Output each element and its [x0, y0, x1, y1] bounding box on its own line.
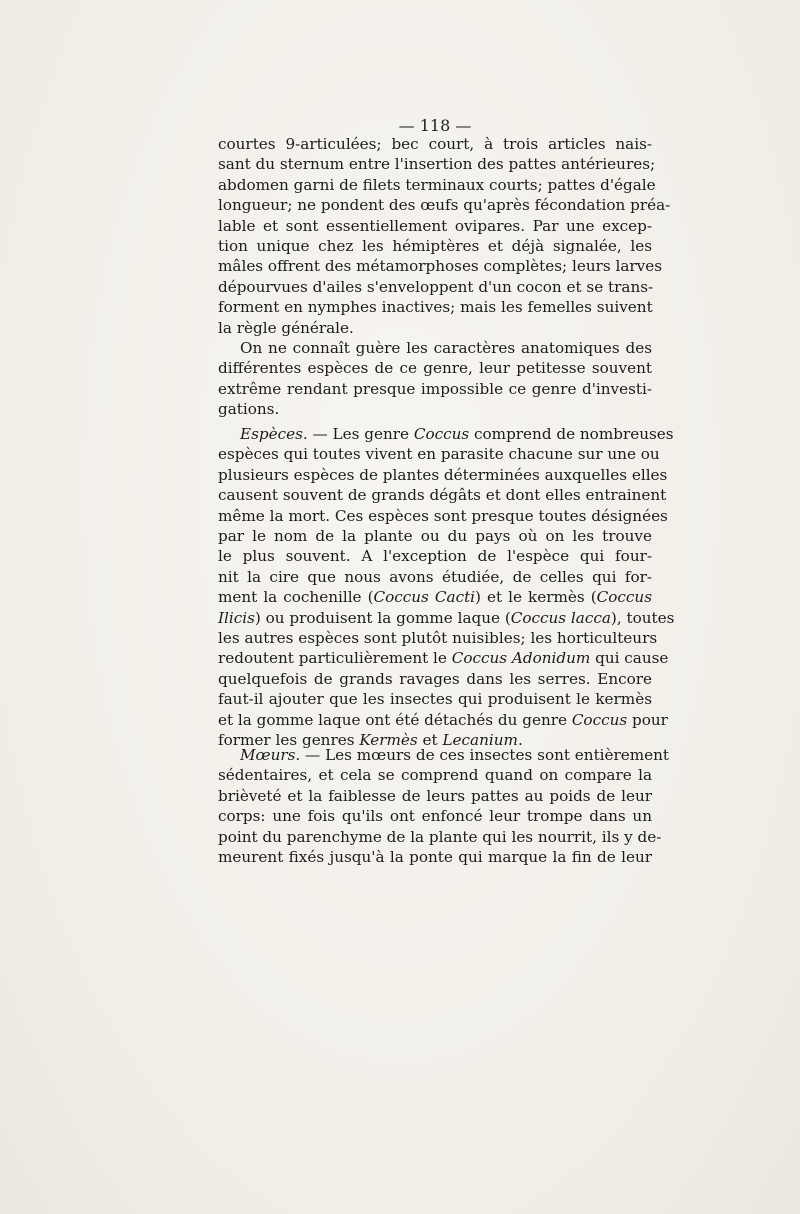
- text-line: On ne connaît guère les caractères anatomiques des: [240, 339, 652, 358]
- text-line: brièveté et la faiblesse de leurs pattes au poids de leur: [218, 786, 652, 805]
- text-line: tion unique chez les hémiptères et déjà signalée, les: [218, 237, 652, 256]
- text-line: la règle générale.: [218, 318, 354, 337]
- text-line: redoutent particulièrement le Coccus Adonidum qui cause: [218, 649, 669, 668]
- text-line: le plus souvent. A l'exception de l'espèce qui four-: [218, 547, 652, 566]
- text-line: sédentaires, et cela se comprend quand on compare la: [218, 766, 652, 785]
- text-line: plusieurs espèces de plantes déterminées auxquelles elles: [218, 465, 668, 484]
- text-line: ment la cochenille (Coccus Cacti) et le kermès (Coccus: [218, 588, 652, 607]
- text-section-moeurs: [218, 745, 670, 867]
- text-line: extrême rendant presque impossible ce genre d'investi-: [218, 379, 652, 398]
- text-line: Ilicis) ou produisent la gomme laque (Coccus lacca), toutes: [218, 608, 675, 627]
- text-line: quelquefois de grands ravages dans les serres. Encore: [218, 669, 652, 688]
- text-section-1: [218, 134, 671, 420]
- text-line: par le nom de la plante ou du pays où on les trouve: [218, 527, 652, 546]
- text-line: meurent fixés jusqu'à la ponte qui marque la fin de leur: [218, 848, 652, 867]
- text-line: et la gomme laque ont été détachés du genre Coccus pour: [218, 710, 668, 729]
- text-line: causent souvent de grands dégâts et dont elles entrainent: [218, 486, 667, 505]
- text-line: corps: une fois qu'ils ont enfoncé leur trompe dans un: [218, 807, 652, 826]
- text-line: faut-il ajouter que les insectes qui produisent le kermès: [218, 690, 652, 709]
- text-line: nit la cire que nous avons étudiée, de celles qui for-: [218, 567, 652, 586]
- text-line: les autres espèces sont plutôt nuisibles; les horticulteurs: [218, 629, 658, 648]
- paragraph-moeurs: [218, 745, 670, 867]
- text-line: sant du sternum entre l'insertion des pattes antérieures;: [218, 155, 656, 174]
- text-line: forment en nymphes inactives; mais les femelles suivent: [218, 298, 653, 317]
- text-line: différentes espèces de ce genre, leur petitesse souvent: [218, 359, 652, 378]
- text-section-especes: [218, 424, 675, 751]
- paragraph-1: [218, 134, 671, 338]
- text-line: espèces qui toutes vivent en parasite chacune sur une ou: [218, 445, 660, 464]
- text-line: Mœurs. — Les mœurs de ces insectes sont entièrement: [240, 746, 670, 764]
- text-line: longueur; ne pondent des œufs qu'après fécondation préa-: [218, 196, 671, 215]
- text-line: abdomen garni de filets terminaux courts; pattes d'égale: [218, 175, 656, 194]
- section-heading-moeurs: Mœurs.: [240, 746, 301, 764]
- text-line: mâles offrent des métamorphoses complètes; leurs larves: [218, 257, 663, 276]
- page-number: — 118 —: [398, 116, 472, 135]
- text-line: même la mort. Ces espèces sont presque toutes désignées: [218, 506, 668, 525]
- text-line: Espèces. — Les genre Coccus comprend de nombreuses: [240, 425, 674, 443]
- paragraph-2: [218, 338, 652, 420]
- text-line: lable et sont essentiellement ovipares. Par une excep-: [218, 216, 652, 235]
- text-line: point du parenchyme de la plante qui les nourrit, ils y de-: [218, 827, 662, 846]
- text-line: courtes 9-articulées; bec court, à trois articles nais-: [218, 135, 652, 153]
- text-line: dépourvues d'ailes s'enveloppent d'un cocon et se trans-: [218, 277, 654, 296]
- paragraph-especes: [218, 424, 675, 751]
- text-line: former les genres Kermès et Lecanium.: [218, 731, 523, 750]
- text-line: gations.: [218, 400, 280, 419]
- section-heading-especes: Espèces.: [240, 425, 308, 443]
